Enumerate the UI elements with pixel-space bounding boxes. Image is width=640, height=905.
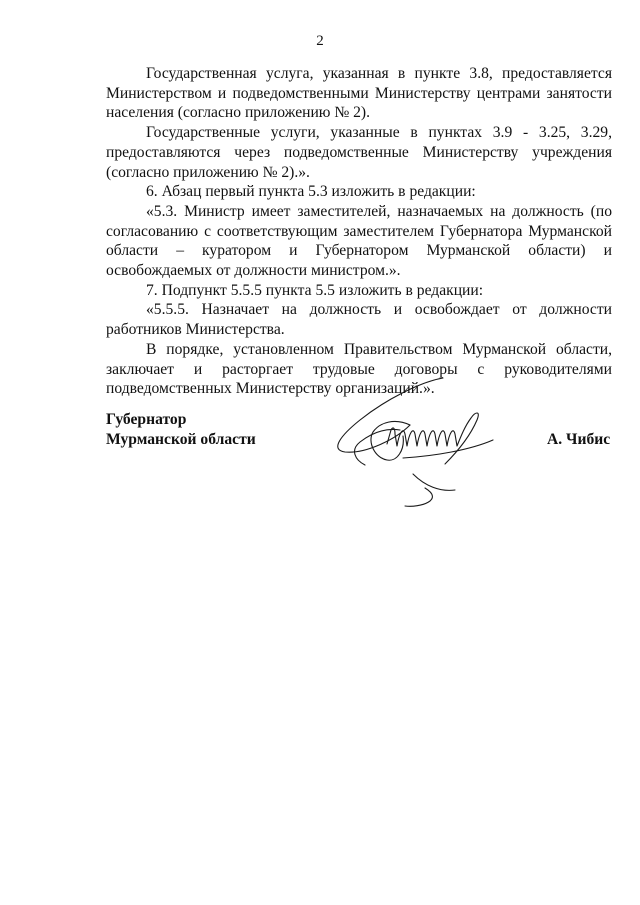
paragraph: «5.5.5. Назначает на должность и освобождает от должности работников Министерства. — [106, 301, 612, 339]
handwritten-signature — [325, 370, 525, 510]
paragraph: 6. Абзац первый пункта 5.3 изложить в редакции: — [146, 183, 476, 201]
signatory-title — [106, 410, 256, 450]
signatory-title-line2: Мурманской области — [106, 431, 256, 448]
page-number: 2 — [316, 33, 324, 49]
paragraph: «5.3. Министр имеет заместителей, назначаемых на должность (по согласованию с соответствующим заместителем Губернатора Мурманской области – куратором и Губернатором Мурманской области) и освобождаемых от должности министром.». — [106, 202, 612, 280]
signatory-title-line1: Губернатор — [106, 411, 187, 428]
paragraph: В порядке, установленном Правительством Мурманской области, заключает и расторгает трудовые договоры с руководителями подведомственных Министерству организаций.». — [106, 340, 612, 398]
document-body — [106, 64, 612, 399]
paragraph: Государственная услуга, указанная в пункте 3.8, предоставляется Министерством и подведомственными Министерству центрами занятости населения (согласно приложению № 2). — [106, 65, 612, 122]
signatory-name: А. Чибис — [547, 431, 611, 448]
paragraph: Государственные услуги, указанные в пунктах 3.9 - 3.25, 3.29, предоставляются через подведомственные Министерству учреждения (согласно приложению № 2).». — [106, 124, 612, 181]
paragraph: 7. Подпункт 5.5.5 пункта 5.5 изложить в редакции: — [146, 281, 484, 299]
